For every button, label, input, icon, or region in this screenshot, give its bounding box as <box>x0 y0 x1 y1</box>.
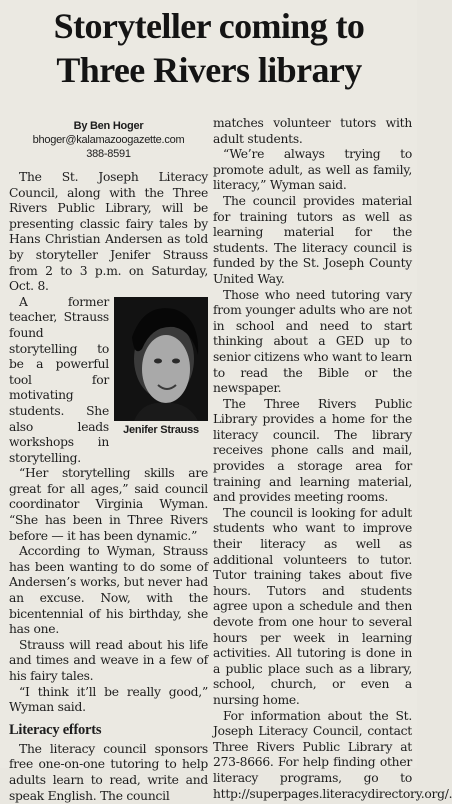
photo-block <box>114 297 208 437</box>
paragraph: matches volunteer tutors with adult students. <box>213 116 412 146</box>
left-column <box>9 116 208 804</box>
byline <box>9 119 208 161</box>
byline-name: By Ben Hoger <box>73 120 144 132</box>
headline: Storyteller coming to Three Rivers library <box>53 6 365 90</box>
paragraph: “I think it’ll be really good,” Wyman said. <box>9 684 208 715</box>
byline-phone: 388-8591 <box>86 148 131 160</box>
paragraph: The council provides material for training tutors as well as learning material for the students. The literacy council is funded by the St. Joseph County United Way. <box>213 193 412 286</box>
byline-email: bhoger@kalamazoogazette.com <box>32 134 185 146</box>
paragraph: The Three Rivers Public Library provides a home for the literacy council. The library receives phone calls and mail, provides a storage area for training and learning material, and provides meeting rooms. <box>213 396 412 505</box>
paragraph: For information about the St. Joseph Literacy Council, contact Three Rivers Public Library at 273-8666. For help finding other literacy programs, go to http://superpages.literacydirectory.org/. <box>213 708 452 801</box>
photo-caption: Jenifer Strauss <box>123 423 199 436</box>
paragraph: The St. Joseph Literacy Council, along with the Three Rivers Public Library, will be presenting classic fairy tales by Hans Christian Andersen as told by storyteller Jenifer Strauss from 2 to 3 p.m. on Saturday, Oct. 8. <box>9 170 208 294</box>
paragraph: The council is looking for adult students who want to improve their literacy as well as additional volunteers to tutor. Tutor training takes about five hours. Tutors and students agree upon a schedule and then devote from one hour to several hours per week in learning activities. All tutoring is done in a public place such as a library, school, church, or even a nursing home. <box>213 505 412 707</box>
portrait-photo <box>114 297 208 421</box>
paragraph: “We’re always trying to promote adult, as well as family, literacy,” Wyman said. <box>213 147 412 193</box>
paragraph: “Her storytelling skills are great for all ages,” said council coordinator Virginia Wyman. “She has been in Three Rivers before — it has been dynamic.” <box>9 466 208 543</box>
right-column <box>213 116 452 802</box>
paragraph: Those who need tutoring vary from younger adults who are not in school and need to start thinking about a GED up to senior citizens who want to learn to read the Bible or the newspaper. <box>213 287 412 396</box>
paragraph: Strauss will read about his life and times and weave in a few of his fairy tales. <box>9 637 208 683</box>
paragraph: According to Wyman, Strauss has been wanting to do some of Andersen’s works, but never had an excuse. Now, with the bicentennial of his birthday, she has one. <box>9 544 208 637</box>
paragraph: The literacy council sponsors free one-on-one tutoring to help adults learn to read, write and speak English. The council <box>9 741 208 803</box>
subhead: Literacy efforts <box>9 721 102 738</box>
paragraph: A former teacher, Strauss found storytelling to be a powerful tool for motivating students. She also leads workshops in storytelling. <box>9 294 109 465</box>
